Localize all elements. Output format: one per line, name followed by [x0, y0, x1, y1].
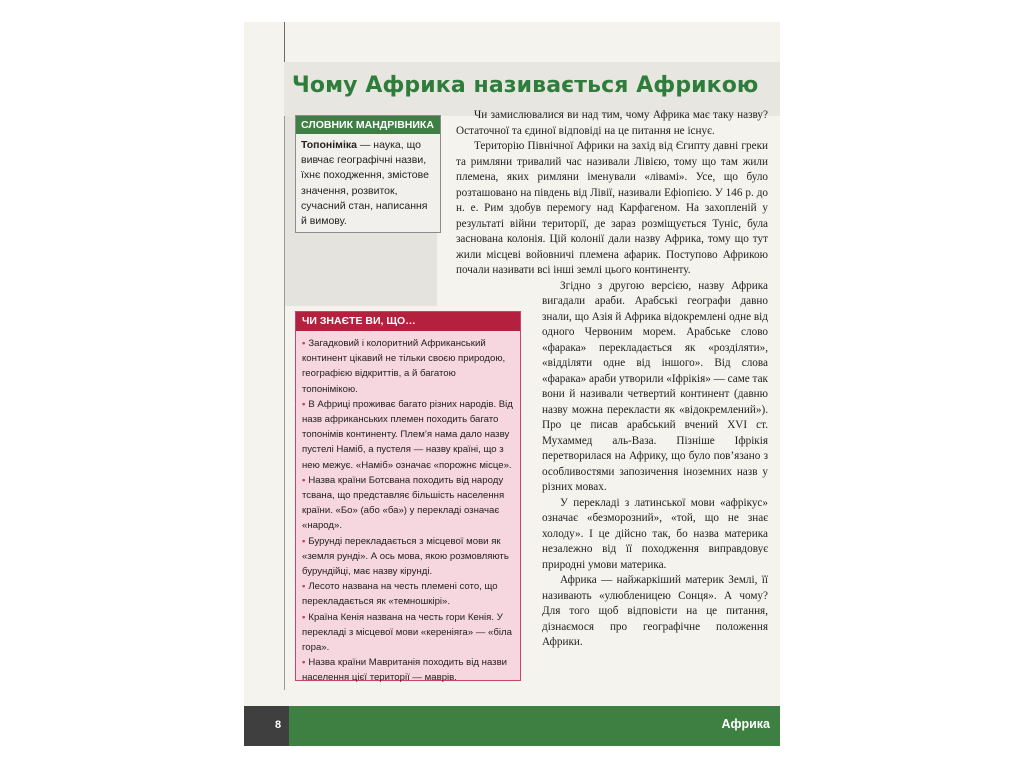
- paragraph: Африка — найжаркіший материк Землі, її називають «улюбленицею Сонця». А чому? Для того щоб відповісти на це питання, дізнаємося про географічне положення Африки.: [542, 574, 768, 648]
- glossary-body: [296, 134, 440, 229]
- list-item: • Країна Кенія названа на честь гори Кенія. У перекладі з місцевої мови «кереніяга» — «біла гора».: [302, 611, 512, 654]
- paragraph: Чи замислювалися ви над тим, чому Африка має таку назву? Остаточної та єдиної відповіді на це питання не існує.: [456, 109, 768, 137]
- bullet-icon: •: [302, 338, 306, 349]
- margin-line: [284, 22, 285, 62]
- bullet-icon: •: [302, 535, 306, 547]
- page-footer: [244, 706, 780, 746]
- list-item: • В Африці проживає багато різних народів. Від назв африканських племен походить багато топонімів континенту. Плем’я нама дало назву пустелі Наміб, а пустеля — назву країні, що з нею межує. «Наміб» означає «порожнє місце».: [302, 398, 513, 471]
- page-number-box: [244, 706, 289, 746]
- section-name: Африка: [721, 717, 770, 731]
- footer-band: [289, 706, 780, 746]
- glossary-term: Топоніміка: [301, 139, 357, 151]
- bullet-icon: •: [302, 657, 306, 669]
- paragraph: У перекладі з латинської мови «афрікус» означає «безморозний», «той, що не знає холоду». І це дійсно так, бо назва материка незалежно від її походження виправдовує природні умови материка.: [542, 496, 768, 571]
- bullet-icon: •: [302, 611, 306, 623]
- list-item: • Назва країни Ботсвана походить від народу тсвана, що представляє більшість населення країни. «Бо» (або «ба») у перекладі означає «народ».: [302, 474, 505, 532]
- glossary-box: [295, 115, 441, 233]
- bullet-icon: •: [302, 398, 306, 410]
- list-item: • Назва країни Мавританія походить від назви населення цієї території — маврів.: [302, 657, 508, 684]
- paragraph: Територію Північної Африки на захід від Єгипту давні греки та римляни тривалий час називали Лівією, тому що там жили племена, яких римляни іменували «лівамі». Усе, що було розташовано на південь від Лівії, називали Ефіопією. У 146 р. до н. е. Рим здобув перемогу над Карфагеном. На захопленій у результаті війни території, де зараз розміщується Туніс, була заснована колонія. Цій колонії дали назву Африка, тому що тут жили місцеві войовничі племена афарик. Поступово Африкою почали називати всі інші землі цього континенту.: [456, 140, 768, 276]
- glossary-heading: СЛОВНИК МАНДРІВНИКА: [296, 116, 440, 134]
- page-number: 8: [275, 719, 282, 731]
- list-item: • Загадковий і колоритний Африканський континент цікавий не тільки своєю природою, географією відкриттів, а й багатою топонімікою.: [302, 338, 506, 395]
- paragraph: Згідно з другою версією, назву Африка вигадали араби. Арабські географи давно знали, що Азія й Африка відокремлені одне від одного Червоним морем. Арабське слово «фарака» перекладається як «розділяти», «відділяти одне від іншого». Від слова «фарака» араби утворили «Іфрікія» — саме так вони й називали четвертий континент (давню назву можна перекласти як «відокремлений»). Про це писав арабський вчений XVI ст. Мухаммед аль-Ваза. Пізніше Іфрікія перетворилася на Африку, що було пов’язано з особливостями запозичення іноземних назв у різних мовах.: [542, 279, 768, 493]
- textbook-page: [244, 22, 780, 746]
- list-item: • Бурунді перекладається з місцевої мови як «земля рунді». А ось мова, якою розмовляють бурундійці, має назву кірунді.: [302, 535, 509, 578]
- glossary-definition: — наука, що вивчає географічні назви, їхнє походження, змістове значення, розвиток, сучасний стан, написання й вимову.: [301, 139, 429, 228]
- bullet-icon: •: [302, 474, 306, 486]
- bullet-icon: •: [302, 581, 306, 593]
- did-you-know-heading: ЧИ ЗНАЄТЕ ВИ, ЩО…: [296, 312, 520, 331]
- page-title: Чому Африка називається Африкою: [292, 73, 759, 98]
- list-item: • Лесото названа на честь племені сото, що перекладається як «темношкірі».: [302, 581, 498, 608]
- main-text: [456, 108, 768, 651]
